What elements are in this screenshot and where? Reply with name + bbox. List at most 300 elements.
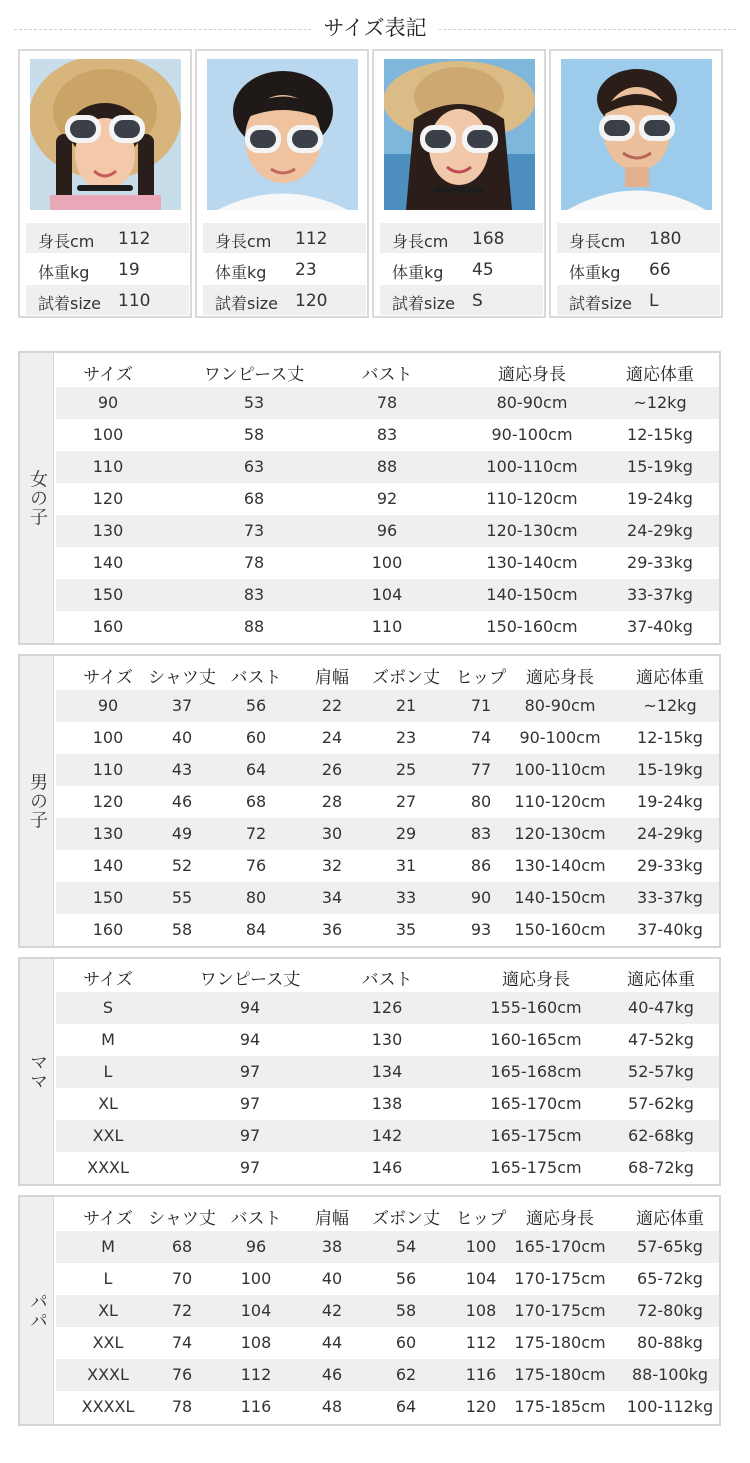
table-cell: L xyxy=(103,1062,113,1081)
table-cell: 130 xyxy=(92,824,124,843)
table-row xyxy=(56,818,719,850)
table-cell: 46 xyxy=(321,1365,343,1384)
table-cell: 165-175cm xyxy=(490,1126,582,1145)
table-cell: 170-175cm xyxy=(514,1269,606,1288)
table-cell: ~12kg xyxy=(643,696,697,715)
table-cell: 116 xyxy=(465,1365,497,1384)
girl-photo-graphic xyxy=(30,59,181,210)
table-cell: 175-185cm xyxy=(514,1397,606,1416)
girls-table-sidebar xyxy=(20,353,54,643)
table-cell: 48 xyxy=(321,1397,343,1416)
girl-size-row xyxy=(26,285,189,315)
table-row xyxy=(56,515,719,547)
boys-table-label: 男の子 xyxy=(27,772,48,830)
boys-table-header-row xyxy=(56,658,719,690)
table-cell: M xyxy=(101,1237,115,1256)
mama-table-header-row xyxy=(56,960,719,992)
table-cell: 68 xyxy=(245,792,267,811)
table-cell: 64 xyxy=(245,760,267,779)
column-header: ズボン丈 xyxy=(372,668,440,688)
table-cell: 160-165cm xyxy=(490,1030,582,1049)
table-cell: 126 xyxy=(371,998,403,1017)
table-cell: XL xyxy=(98,1094,118,1113)
table-cell: 138 xyxy=(371,1094,403,1113)
table-cell: 58 xyxy=(395,1301,417,1320)
height-label: 身長cm xyxy=(392,232,449,251)
girl-photo xyxy=(30,59,181,210)
table-cell: 160 xyxy=(92,920,124,939)
table-cell: 35 xyxy=(395,920,417,939)
size-value: 120 xyxy=(295,291,328,311)
table-cell: 68 xyxy=(171,1237,193,1256)
papa-table-sidebar xyxy=(20,1197,54,1424)
mama-size-table xyxy=(18,957,721,1186)
table-cell: 76 xyxy=(171,1365,193,1384)
girls-table-label: 女の子 xyxy=(27,469,48,527)
table-cell: 160 xyxy=(92,617,124,636)
column-header: ヒップ xyxy=(455,1209,507,1229)
table-cell: 155-160cm xyxy=(490,998,582,1017)
height-value: 180 xyxy=(649,229,682,249)
table-cell: 56 xyxy=(395,1269,417,1288)
table-cell: 58 xyxy=(171,920,193,939)
table-cell: 78 xyxy=(243,553,265,572)
table-cell: 108 xyxy=(240,1333,272,1352)
table-cell: 94 xyxy=(239,1030,261,1049)
size-label: 試着size xyxy=(569,294,633,313)
table-cell: 72-80kg xyxy=(637,1301,703,1320)
table-cell: 71 xyxy=(470,696,492,715)
column-header: 適応体重 xyxy=(627,970,695,990)
column-header: 肩幅 xyxy=(315,1209,349,1229)
height-label: 身長cm xyxy=(215,232,272,251)
table-cell: 44 xyxy=(321,1333,343,1352)
table-row xyxy=(56,387,719,419)
table-row xyxy=(56,1391,719,1423)
table-cell: 49 xyxy=(171,824,193,843)
table-cell: 57-62kg xyxy=(628,1094,694,1113)
table-cell: 53 xyxy=(243,393,265,412)
boy-photo xyxy=(207,59,358,210)
model-card-girl xyxy=(18,49,192,318)
table-cell: 74 xyxy=(470,728,492,747)
column-header: バスト xyxy=(230,668,282,688)
table-cell: S xyxy=(102,998,114,1017)
table-cell: 100 xyxy=(92,425,124,444)
table-cell: 24-29kg xyxy=(637,824,703,843)
girls-size-table xyxy=(18,351,721,645)
table-cell: 23 xyxy=(395,728,417,747)
table-cell: 110-120cm xyxy=(514,792,606,811)
table-cell: 80-90cm xyxy=(524,696,596,715)
table-cell: L xyxy=(103,1269,113,1288)
table-cell: 100 xyxy=(92,728,124,747)
table-cell: 80 xyxy=(245,888,267,907)
table-row xyxy=(56,722,719,754)
boy-weight-row xyxy=(203,254,366,284)
girl-height-row xyxy=(26,223,189,253)
table-cell: 26 xyxy=(321,760,343,779)
table-cell: 40 xyxy=(321,1269,343,1288)
table-cell: 142 xyxy=(371,1126,403,1145)
table-row xyxy=(56,786,719,818)
table-cell: 112 xyxy=(465,1333,497,1352)
table-cell: 30 xyxy=(321,824,343,843)
mama-weight-row xyxy=(380,254,543,284)
table-cell: 65-72kg xyxy=(637,1269,703,1288)
table-cell: 150 xyxy=(92,888,124,907)
table-cell: 97 xyxy=(239,1094,261,1113)
table-cell: XL xyxy=(98,1301,118,1320)
column-header: 適応身長 xyxy=(526,1209,594,1229)
table-cell: 32 xyxy=(321,856,343,875)
papa-table-label: パパ xyxy=(27,1291,48,1330)
table-cell: 165-170cm xyxy=(514,1237,606,1256)
table-cell: 40 xyxy=(171,728,193,747)
boy-height-row xyxy=(203,223,366,253)
table-cell: 21 xyxy=(395,696,417,715)
table-row xyxy=(56,451,719,483)
table-cell: 78 xyxy=(376,393,398,412)
table-cell: ~12kg xyxy=(633,393,687,412)
table-cell: 29 xyxy=(395,824,417,843)
column-header: 肩幅 xyxy=(315,668,349,688)
table-cell: 57-65kg xyxy=(637,1237,703,1256)
table-cell: 76 xyxy=(245,856,267,875)
table-cell: 83 xyxy=(376,425,398,444)
table-cell: 100-110cm xyxy=(514,760,606,779)
table-cell: 37-40kg xyxy=(637,920,703,939)
table-cell: 80-88kg xyxy=(637,1333,703,1352)
table-cell: 33-37kg xyxy=(627,585,693,604)
table-cell: M xyxy=(101,1030,115,1049)
table-row xyxy=(56,419,719,451)
table-cell: 62 xyxy=(395,1365,417,1384)
table-cell: XXXXL xyxy=(81,1397,135,1416)
table-cell: 165-170cm xyxy=(490,1094,582,1113)
table-cell: 140 xyxy=(92,553,124,572)
table-cell: 100-110cm xyxy=(486,457,578,476)
table-cell: 110-120cm xyxy=(486,489,578,508)
papa-height-row xyxy=(557,223,720,253)
table-row xyxy=(56,1295,719,1327)
table-cell: 90 xyxy=(470,888,492,907)
table-cell: 110 xyxy=(92,457,124,476)
table-cell: 63 xyxy=(243,457,265,476)
table-cell: 140 xyxy=(92,856,124,875)
table-cell: 86 xyxy=(470,856,492,875)
table-row xyxy=(56,1327,719,1359)
model-cards xyxy=(18,49,723,318)
column-header: サイズ xyxy=(83,668,133,688)
table-cell: 104 xyxy=(465,1269,497,1288)
boy-size-row xyxy=(203,285,366,315)
height-label: 身長cm xyxy=(569,232,626,251)
table-row xyxy=(56,914,719,946)
table-cell: 97 xyxy=(239,1158,261,1177)
table-cell: 72 xyxy=(171,1301,193,1320)
table-cell: 175-180cm xyxy=(514,1365,606,1384)
table-cell: 38 xyxy=(321,1237,343,1256)
table-row xyxy=(56,1056,719,1088)
size-value: 110 xyxy=(118,291,151,311)
table-cell: 73 xyxy=(243,521,265,540)
girl-weight-row xyxy=(26,254,189,284)
column-header: 適応身長 xyxy=(526,668,594,688)
column-header: 適応体重 xyxy=(636,1209,704,1229)
table-cell: 19-24kg xyxy=(627,489,693,508)
column-header: サイズ xyxy=(83,365,133,385)
size-label: 試着size xyxy=(38,294,102,313)
weight-label: 体重kg xyxy=(569,263,621,282)
table-cell: 60 xyxy=(245,728,267,747)
size-value: S xyxy=(472,291,483,311)
table-cell: 19-24kg xyxy=(637,792,703,811)
table-cell: 104 xyxy=(371,585,403,604)
height-value: 168 xyxy=(472,229,505,249)
column-header: ズボン丈 xyxy=(372,1209,440,1229)
table-row xyxy=(56,754,719,786)
table-cell: 116 xyxy=(240,1397,272,1416)
table-cell: 22 xyxy=(321,696,343,715)
table-cell: 55 xyxy=(171,888,193,907)
table-cell: 100-112kg xyxy=(626,1397,714,1416)
table-cell: 165-168cm xyxy=(490,1062,582,1081)
table-cell: 15-19kg xyxy=(637,760,703,779)
papa-weight-row xyxy=(557,254,720,284)
table-cell: 62-68kg xyxy=(628,1126,694,1145)
table-cell: 83 xyxy=(470,824,492,843)
page-title: サイズ表記 xyxy=(311,16,438,40)
mama-height-row xyxy=(380,223,543,253)
papa-photo xyxy=(561,59,712,210)
table-cell: 42 xyxy=(321,1301,343,1320)
table-cell: 90 xyxy=(97,696,119,715)
table-cell: 12-15kg xyxy=(637,728,703,747)
table-row xyxy=(56,1024,719,1056)
column-header: サイズ xyxy=(83,1209,133,1229)
title-area xyxy=(0,0,750,46)
table-cell: 100 xyxy=(240,1269,272,1288)
size-label: 試着size xyxy=(215,294,279,313)
column-header: バスト xyxy=(361,365,413,385)
table-row xyxy=(56,1263,719,1295)
column-header: シャツ丈 xyxy=(148,1209,216,1229)
column-header: ワンピース丈 xyxy=(199,970,301,990)
table-cell: 90-100cm xyxy=(519,728,601,747)
table-row xyxy=(56,1120,719,1152)
table-cell: 29-33kg xyxy=(627,553,693,572)
weight-value: 45 xyxy=(472,260,494,280)
table-row xyxy=(56,1152,719,1184)
column-header: 適応体重 xyxy=(636,668,704,688)
boys-table-sidebar xyxy=(20,656,54,946)
table-cell: 97 xyxy=(239,1126,261,1145)
table-cell: 25 xyxy=(395,760,417,779)
table-cell: 146 xyxy=(371,1158,403,1177)
mama-photo xyxy=(384,59,535,210)
table-cell: 33-37kg xyxy=(637,888,703,907)
table-cell: 70 xyxy=(171,1269,193,1288)
table-cell: 150 xyxy=(92,585,124,604)
table-cell: 24-29kg xyxy=(627,521,693,540)
table-cell: 140-150cm xyxy=(486,585,578,604)
table-cell: 96 xyxy=(245,1237,267,1256)
papa-size-row xyxy=(557,285,720,315)
column-header: 適応身長 xyxy=(502,970,570,990)
table-cell: 130-140cm xyxy=(514,856,606,875)
column-header: ワンピース丈 xyxy=(203,365,305,385)
table-cell: 134 xyxy=(371,1062,403,1081)
table-cell: 120 xyxy=(92,792,124,811)
table-row xyxy=(56,1088,719,1120)
weight-label: 体重kg xyxy=(392,263,444,282)
table-cell: 108 xyxy=(465,1301,497,1320)
weight-value: 19 xyxy=(118,260,140,280)
table-cell: 37-40kg xyxy=(627,617,693,636)
papa-table-header-row xyxy=(56,1199,719,1231)
table-cell: 64 xyxy=(395,1397,417,1416)
height-value: 112 xyxy=(295,229,328,249)
table-cell: 24 xyxy=(321,728,343,747)
table-cell: 96 xyxy=(376,521,398,540)
table-cell: 12-15kg xyxy=(627,425,693,444)
model-card-boy xyxy=(195,49,369,318)
boy-photo-graphic xyxy=(207,59,358,210)
table-row xyxy=(56,850,719,882)
column-header: シャツ丈 xyxy=(148,668,216,688)
table-cell: 78 xyxy=(171,1397,193,1416)
table-cell: 130 xyxy=(371,1030,403,1049)
mama-table-sidebar xyxy=(20,959,54,1184)
table-cell: 29-33kg xyxy=(637,856,703,875)
table-cell: 150-160cm xyxy=(486,617,578,636)
table-row xyxy=(56,611,719,643)
size-label: 試着size xyxy=(392,294,456,313)
table-cell: 84 xyxy=(245,920,267,939)
table-cell: 58 xyxy=(243,425,265,444)
table-cell: 120-130cm xyxy=(514,824,606,843)
table-cell: 175-180cm xyxy=(514,1333,606,1352)
table-cell: 80 xyxy=(470,792,492,811)
table-cell: XXL xyxy=(92,1126,124,1145)
table-cell: 170-175cm xyxy=(514,1301,606,1320)
table-cell: 56 xyxy=(245,696,267,715)
table-cell: 33 xyxy=(395,888,417,907)
table-cell: 140-150cm xyxy=(514,888,606,907)
table-cell: 104 xyxy=(240,1301,272,1320)
height-value: 112 xyxy=(118,229,151,249)
table-cell: 130-140cm xyxy=(486,553,578,572)
table-cell: 36 xyxy=(321,920,343,939)
table-cell: 47-52kg xyxy=(628,1030,694,1049)
table-cell: 52 xyxy=(171,856,193,875)
table-cell: 28 xyxy=(321,792,343,811)
column-header: サイズ xyxy=(83,970,133,990)
table-cell: 90 xyxy=(97,393,119,412)
papa-size-table xyxy=(18,1195,721,1426)
column-header: 適応身長 xyxy=(498,365,566,385)
column-header: ヒップ xyxy=(455,668,507,688)
table-cell: 60 xyxy=(395,1333,417,1352)
table-cell: 100 xyxy=(371,553,403,572)
weight-value: 23 xyxy=(295,260,317,280)
table-cell: 77 xyxy=(470,760,492,779)
table-cell: 83 xyxy=(243,585,265,604)
table-row xyxy=(56,1231,719,1263)
girls-table-header-row xyxy=(56,355,719,387)
table-cell: 110 xyxy=(92,760,124,779)
table-cell: 68-72kg xyxy=(628,1158,694,1177)
table-cell: 94 xyxy=(239,998,261,1017)
table-row xyxy=(56,579,719,611)
table-cell: 110 xyxy=(371,617,403,636)
size-value: L xyxy=(649,291,659,311)
table-cell: 72 xyxy=(245,824,267,843)
boys-size-table xyxy=(18,654,721,948)
table-cell: 92 xyxy=(376,489,398,508)
table-row xyxy=(56,992,719,1024)
model-card-mama xyxy=(372,49,546,318)
column-header: バスト xyxy=(361,970,413,990)
column-header: バスト xyxy=(230,1209,282,1229)
table-cell: 120-130cm xyxy=(486,521,578,540)
table-cell: 27 xyxy=(395,792,417,811)
mama-table-label: ママ xyxy=(27,1052,48,1091)
table-cell: 100 xyxy=(465,1237,497,1256)
table-row xyxy=(56,547,719,579)
column-header: 適応体重 xyxy=(626,365,694,385)
table-row xyxy=(56,690,719,722)
height-label: 身長cm xyxy=(38,232,95,251)
mama-photo-graphic xyxy=(384,59,535,210)
weight-value: 66 xyxy=(649,260,671,280)
table-cell: 88 xyxy=(243,617,265,636)
table-cell: 68 xyxy=(243,489,265,508)
weight-label: 体重kg xyxy=(38,263,90,282)
table-cell: 120 xyxy=(92,489,124,508)
table-cell: 112 xyxy=(240,1365,272,1384)
table-row xyxy=(56,882,719,914)
table-cell: XXXL xyxy=(87,1365,129,1384)
table-cell: 54 xyxy=(395,1237,417,1256)
table-cell: 80-90cm xyxy=(496,393,568,412)
table-cell: 37 xyxy=(171,696,193,715)
table-cell: 88-100kg xyxy=(631,1365,709,1384)
table-cell: 90-100cm xyxy=(491,425,573,444)
table-cell: 88 xyxy=(376,457,398,476)
model-card-papa xyxy=(549,49,723,318)
table-cell: 97 xyxy=(239,1062,261,1081)
table-cell: 31 xyxy=(395,856,417,875)
table-cell: 40-47kg xyxy=(628,998,694,1017)
table-cell: 130 xyxy=(92,521,124,540)
table-cell: 165-175cm xyxy=(490,1158,582,1177)
table-row xyxy=(56,1359,719,1391)
table-cell: XXXL xyxy=(87,1158,129,1177)
table-cell: 93 xyxy=(470,920,492,939)
table-cell: 15-19kg xyxy=(627,457,693,476)
table-cell: 52-57kg xyxy=(628,1062,694,1081)
mama-size-row xyxy=(380,285,543,315)
weight-label: 体重kg xyxy=(215,263,267,282)
papa-photo-graphic xyxy=(561,59,712,210)
table-cell: 34 xyxy=(321,888,343,907)
table-cell: 43 xyxy=(171,760,193,779)
table-cell: 74 xyxy=(171,1333,193,1352)
table-cell: 150-160cm xyxy=(514,920,606,939)
table-cell: XXL xyxy=(92,1333,124,1352)
